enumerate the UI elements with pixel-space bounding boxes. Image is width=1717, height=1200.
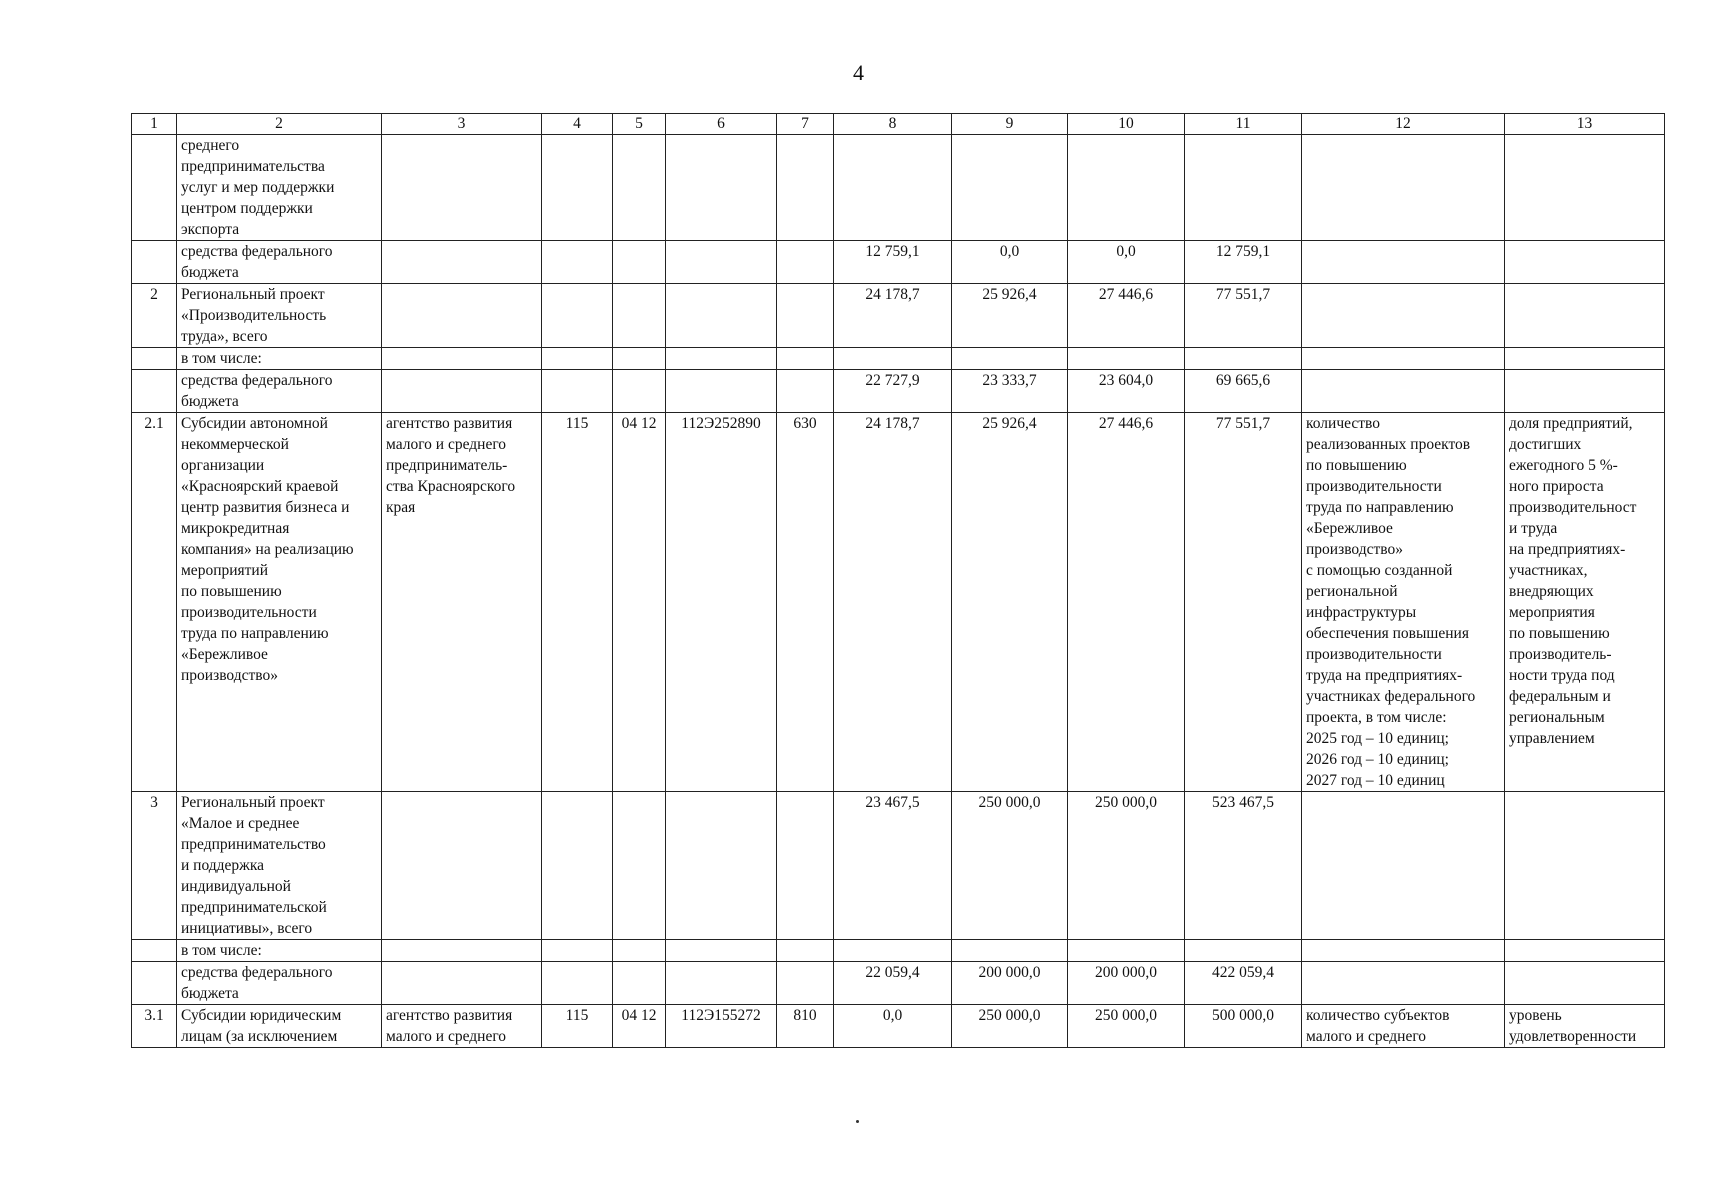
table-row bbox=[132, 135, 1665, 241]
table-cell: 0,0 bbox=[1068, 241, 1185, 284]
table-cell: в том числе: bbox=[177, 940, 382, 962]
table-cell bbox=[1302, 135, 1505, 241]
table-cell: 77 551,7 bbox=[1185, 284, 1302, 348]
table-cell: количество реализованных проектов по повышению производительности труда по направлению «Бережливое производство» с помощью созданной региональной инфраструктуры обеспечения повышения производительности труда на предприятиях- участниках федерального проекта, в том числе: 2025 год – 10 единиц; 2026 год – 10 единиц; 2027 год – 10 единиц bbox=[1302, 413, 1505, 792]
table-row bbox=[132, 962, 1665, 1005]
table-header-row bbox=[132, 114, 1665, 135]
table-cell: 23 467,5 bbox=[834, 792, 952, 940]
table-cell: Субсидии юридическим лицам (за исключением bbox=[177, 1005, 382, 1048]
table-cell bbox=[666, 940, 777, 962]
table-cell bbox=[666, 962, 777, 1005]
table-cell: 200 000,0 bbox=[952, 962, 1068, 1005]
table-cell bbox=[666, 370, 777, 413]
table-cell bbox=[777, 241, 834, 284]
table-cell: 115 bbox=[542, 1005, 613, 1048]
table-cell: 22 727,9 bbox=[834, 370, 952, 413]
table-cell bbox=[382, 792, 542, 940]
table-cell: агентство развития малого и среднего bbox=[382, 1005, 542, 1048]
table-cell: 12 759,1 bbox=[1185, 241, 1302, 284]
table-cell bbox=[1185, 940, 1302, 962]
header-cell: 12 bbox=[1302, 114, 1505, 135]
table-cell: 25 926,4 bbox=[952, 284, 1068, 348]
header-cell: 1 bbox=[132, 114, 177, 135]
table-cell: 25 926,4 bbox=[952, 413, 1068, 792]
table-cell bbox=[952, 940, 1068, 962]
page-number: 4 bbox=[853, 60, 864, 85]
table-cell bbox=[1068, 348, 1185, 370]
table-cell bbox=[613, 962, 666, 1005]
table-cell: 0,0 bbox=[952, 241, 1068, 284]
table-cell bbox=[1302, 241, 1505, 284]
table-cell bbox=[613, 284, 666, 348]
table-cell bbox=[1505, 284, 1665, 348]
table-cell bbox=[542, 348, 613, 370]
header-cell: 6 bbox=[666, 114, 777, 135]
table-cell bbox=[1302, 348, 1505, 370]
table-cell bbox=[542, 962, 613, 1005]
table-cell bbox=[542, 284, 613, 348]
table-cell: 23 604,0 bbox=[1068, 370, 1185, 413]
table-cell: средства федерального бюджета bbox=[177, 241, 382, 284]
table-cell bbox=[777, 940, 834, 962]
table-cell bbox=[1185, 135, 1302, 241]
table-cell: 250 000,0 bbox=[1068, 1005, 1185, 1048]
table-cell: 200 000,0 bbox=[1068, 962, 1185, 1005]
header-cell: 9 bbox=[952, 114, 1068, 135]
table-cell: 24 178,7 bbox=[834, 413, 952, 792]
table-cell bbox=[1068, 135, 1185, 241]
table-cell bbox=[382, 348, 542, 370]
table-cell bbox=[834, 940, 952, 962]
table-row bbox=[132, 792, 1665, 940]
table-cell: 250 000,0 bbox=[1068, 792, 1185, 940]
table-cell bbox=[132, 370, 177, 413]
table-cell: 3.1 bbox=[132, 1005, 177, 1048]
table-cell: Региональный проект «Производительность труда», всего bbox=[177, 284, 382, 348]
table-cell bbox=[777, 792, 834, 940]
table-cell bbox=[1302, 792, 1505, 940]
table-cell bbox=[777, 284, 834, 348]
table-cell bbox=[834, 135, 952, 241]
table-cell bbox=[1505, 241, 1665, 284]
table-row bbox=[132, 348, 1665, 370]
table-cell: 250 000,0 bbox=[952, 1005, 1068, 1048]
budget-table bbox=[131, 113, 1665, 1048]
table-cell bbox=[952, 348, 1068, 370]
table-cell bbox=[1302, 962, 1505, 1005]
table-cell: 23 333,7 bbox=[952, 370, 1068, 413]
table-cell: 810 bbox=[777, 1005, 834, 1048]
table-cell bbox=[382, 284, 542, 348]
table-cell bbox=[777, 962, 834, 1005]
header-cell: 13 bbox=[1505, 114, 1665, 135]
table-cell bbox=[777, 135, 834, 241]
table-cell: 22 059,4 bbox=[834, 962, 952, 1005]
table-cell bbox=[382, 962, 542, 1005]
table-cell: уровень удовлетворенности bbox=[1505, 1005, 1665, 1048]
table-cell: 12 759,1 bbox=[834, 241, 952, 284]
table-cell: 112Э155272 bbox=[666, 1005, 777, 1048]
table-cell bbox=[613, 135, 666, 241]
table-cell bbox=[1505, 135, 1665, 241]
header-cell: 4 bbox=[542, 114, 613, 135]
table-cell: 0,0 bbox=[834, 1005, 952, 1048]
table-cell: 630 bbox=[777, 413, 834, 792]
table-cell bbox=[542, 792, 613, 940]
table-cell: 77 551,7 bbox=[1185, 413, 1302, 792]
table-cell: Региональный проект «Малое и среднее предпринимательство и поддержка индивидуальной предпринимательской инициативы», всего bbox=[177, 792, 382, 940]
table-cell bbox=[613, 792, 666, 940]
table-cell bbox=[777, 370, 834, 413]
table-cell bbox=[542, 241, 613, 284]
table-cell bbox=[542, 940, 613, 962]
table-row bbox=[132, 370, 1665, 413]
table-cell bbox=[666, 792, 777, 940]
table-cell bbox=[1505, 940, 1665, 962]
table-cell bbox=[382, 370, 542, 413]
table-cell: доля предприятий, достигших ежегодного 5 %- ного прироста производительност и труда на предприятиях- участниках, внедряющих мероприятия по повышению производитель- ности труда под федеральным и региональным управлением bbox=[1505, 413, 1665, 792]
table-cell: 04 12 bbox=[613, 413, 666, 792]
table-cell bbox=[1185, 348, 1302, 370]
table-cell bbox=[666, 135, 777, 241]
table-cell bbox=[1302, 370, 1505, 413]
table-cell bbox=[613, 940, 666, 962]
header-cell: 10 bbox=[1068, 114, 1185, 135]
table-cell: 250 000,0 bbox=[952, 792, 1068, 940]
table-cell bbox=[613, 370, 666, 413]
table-cell: 69 665,6 bbox=[1185, 370, 1302, 413]
table-cell: среднего предпринимательства услуг и мер поддержки центром поддержки экспорта bbox=[177, 135, 382, 241]
table-cell bbox=[382, 241, 542, 284]
table-cell: количество субъектов малого и среднего bbox=[1302, 1005, 1505, 1048]
table-cell: средства федерального бюджета bbox=[177, 962, 382, 1005]
table-row bbox=[132, 241, 1665, 284]
header-cell: 11 bbox=[1185, 114, 1302, 135]
table-cell: в том числе: bbox=[177, 348, 382, 370]
table-cell bbox=[382, 940, 542, 962]
table-cell bbox=[613, 348, 666, 370]
table-cell bbox=[132, 940, 177, 962]
table-cell: 422 059,4 bbox=[1185, 962, 1302, 1005]
header-cell: 2 bbox=[177, 114, 382, 135]
table-row bbox=[132, 413, 1665, 792]
table-cell: 27 446,6 bbox=[1068, 413, 1185, 792]
table-row bbox=[132, 940, 1665, 962]
table-cell: 112Э252890 bbox=[666, 413, 777, 792]
table-cell: средства федерального бюджета bbox=[177, 370, 382, 413]
table-cell bbox=[382, 135, 542, 241]
table-cell bbox=[666, 284, 777, 348]
table-cell bbox=[542, 370, 613, 413]
table-cell bbox=[1302, 940, 1505, 962]
table-cell: 3 bbox=[132, 792, 177, 940]
table-cell bbox=[613, 241, 666, 284]
header-cell: 7 bbox=[777, 114, 834, 135]
table-cell: 500 000,0 bbox=[1185, 1005, 1302, 1048]
page-mark bbox=[856, 1120, 859, 1123]
table-cell bbox=[952, 135, 1068, 241]
table-cell bbox=[834, 348, 952, 370]
table-cell bbox=[666, 348, 777, 370]
table-row bbox=[132, 284, 1665, 348]
table-cell: 523 467,5 bbox=[1185, 792, 1302, 940]
table-row bbox=[132, 1005, 1665, 1048]
table-cell bbox=[1302, 284, 1505, 348]
table-cell bbox=[542, 135, 613, 241]
table-cell bbox=[132, 348, 177, 370]
header-cell: 3 bbox=[382, 114, 542, 135]
table-cell: 24 178,7 bbox=[834, 284, 952, 348]
table-cell bbox=[1505, 348, 1665, 370]
table-cell bbox=[132, 241, 177, 284]
table-cell bbox=[666, 241, 777, 284]
table-cell: 115 bbox=[542, 413, 613, 792]
table-cell bbox=[1505, 962, 1665, 1005]
table-cell: 2 bbox=[132, 284, 177, 348]
table-cell: агентство развития малого и среднего предприниматель- ства Красноярского края bbox=[382, 413, 542, 792]
table-cell bbox=[777, 348, 834, 370]
header-cell: 8 bbox=[834, 114, 952, 135]
table-cell bbox=[132, 962, 177, 1005]
table-cell bbox=[1505, 370, 1665, 413]
table-cell: Субсидии автономной некоммерческой организации «Красноярский краевой центр развития бизнеса и микрокредитная компания» на реализацию мероприятий по повышению производительности труда по направлению «Бережливое производство» bbox=[177, 413, 382, 792]
table-cell: 27 446,6 bbox=[1068, 284, 1185, 348]
table-cell bbox=[132, 135, 177, 241]
table-cell: 2.1 bbox=[132, 413, 177, 792]
header-cell: 5 bbox=[613, 114, 666, 135]
table-cell bbox=[1505, 792, 1665, 940]
table-cell: 04 12 bbox=[613, 1005, 666, 1048]
table-cell bbox=[1068, 940, 1185, 962]
